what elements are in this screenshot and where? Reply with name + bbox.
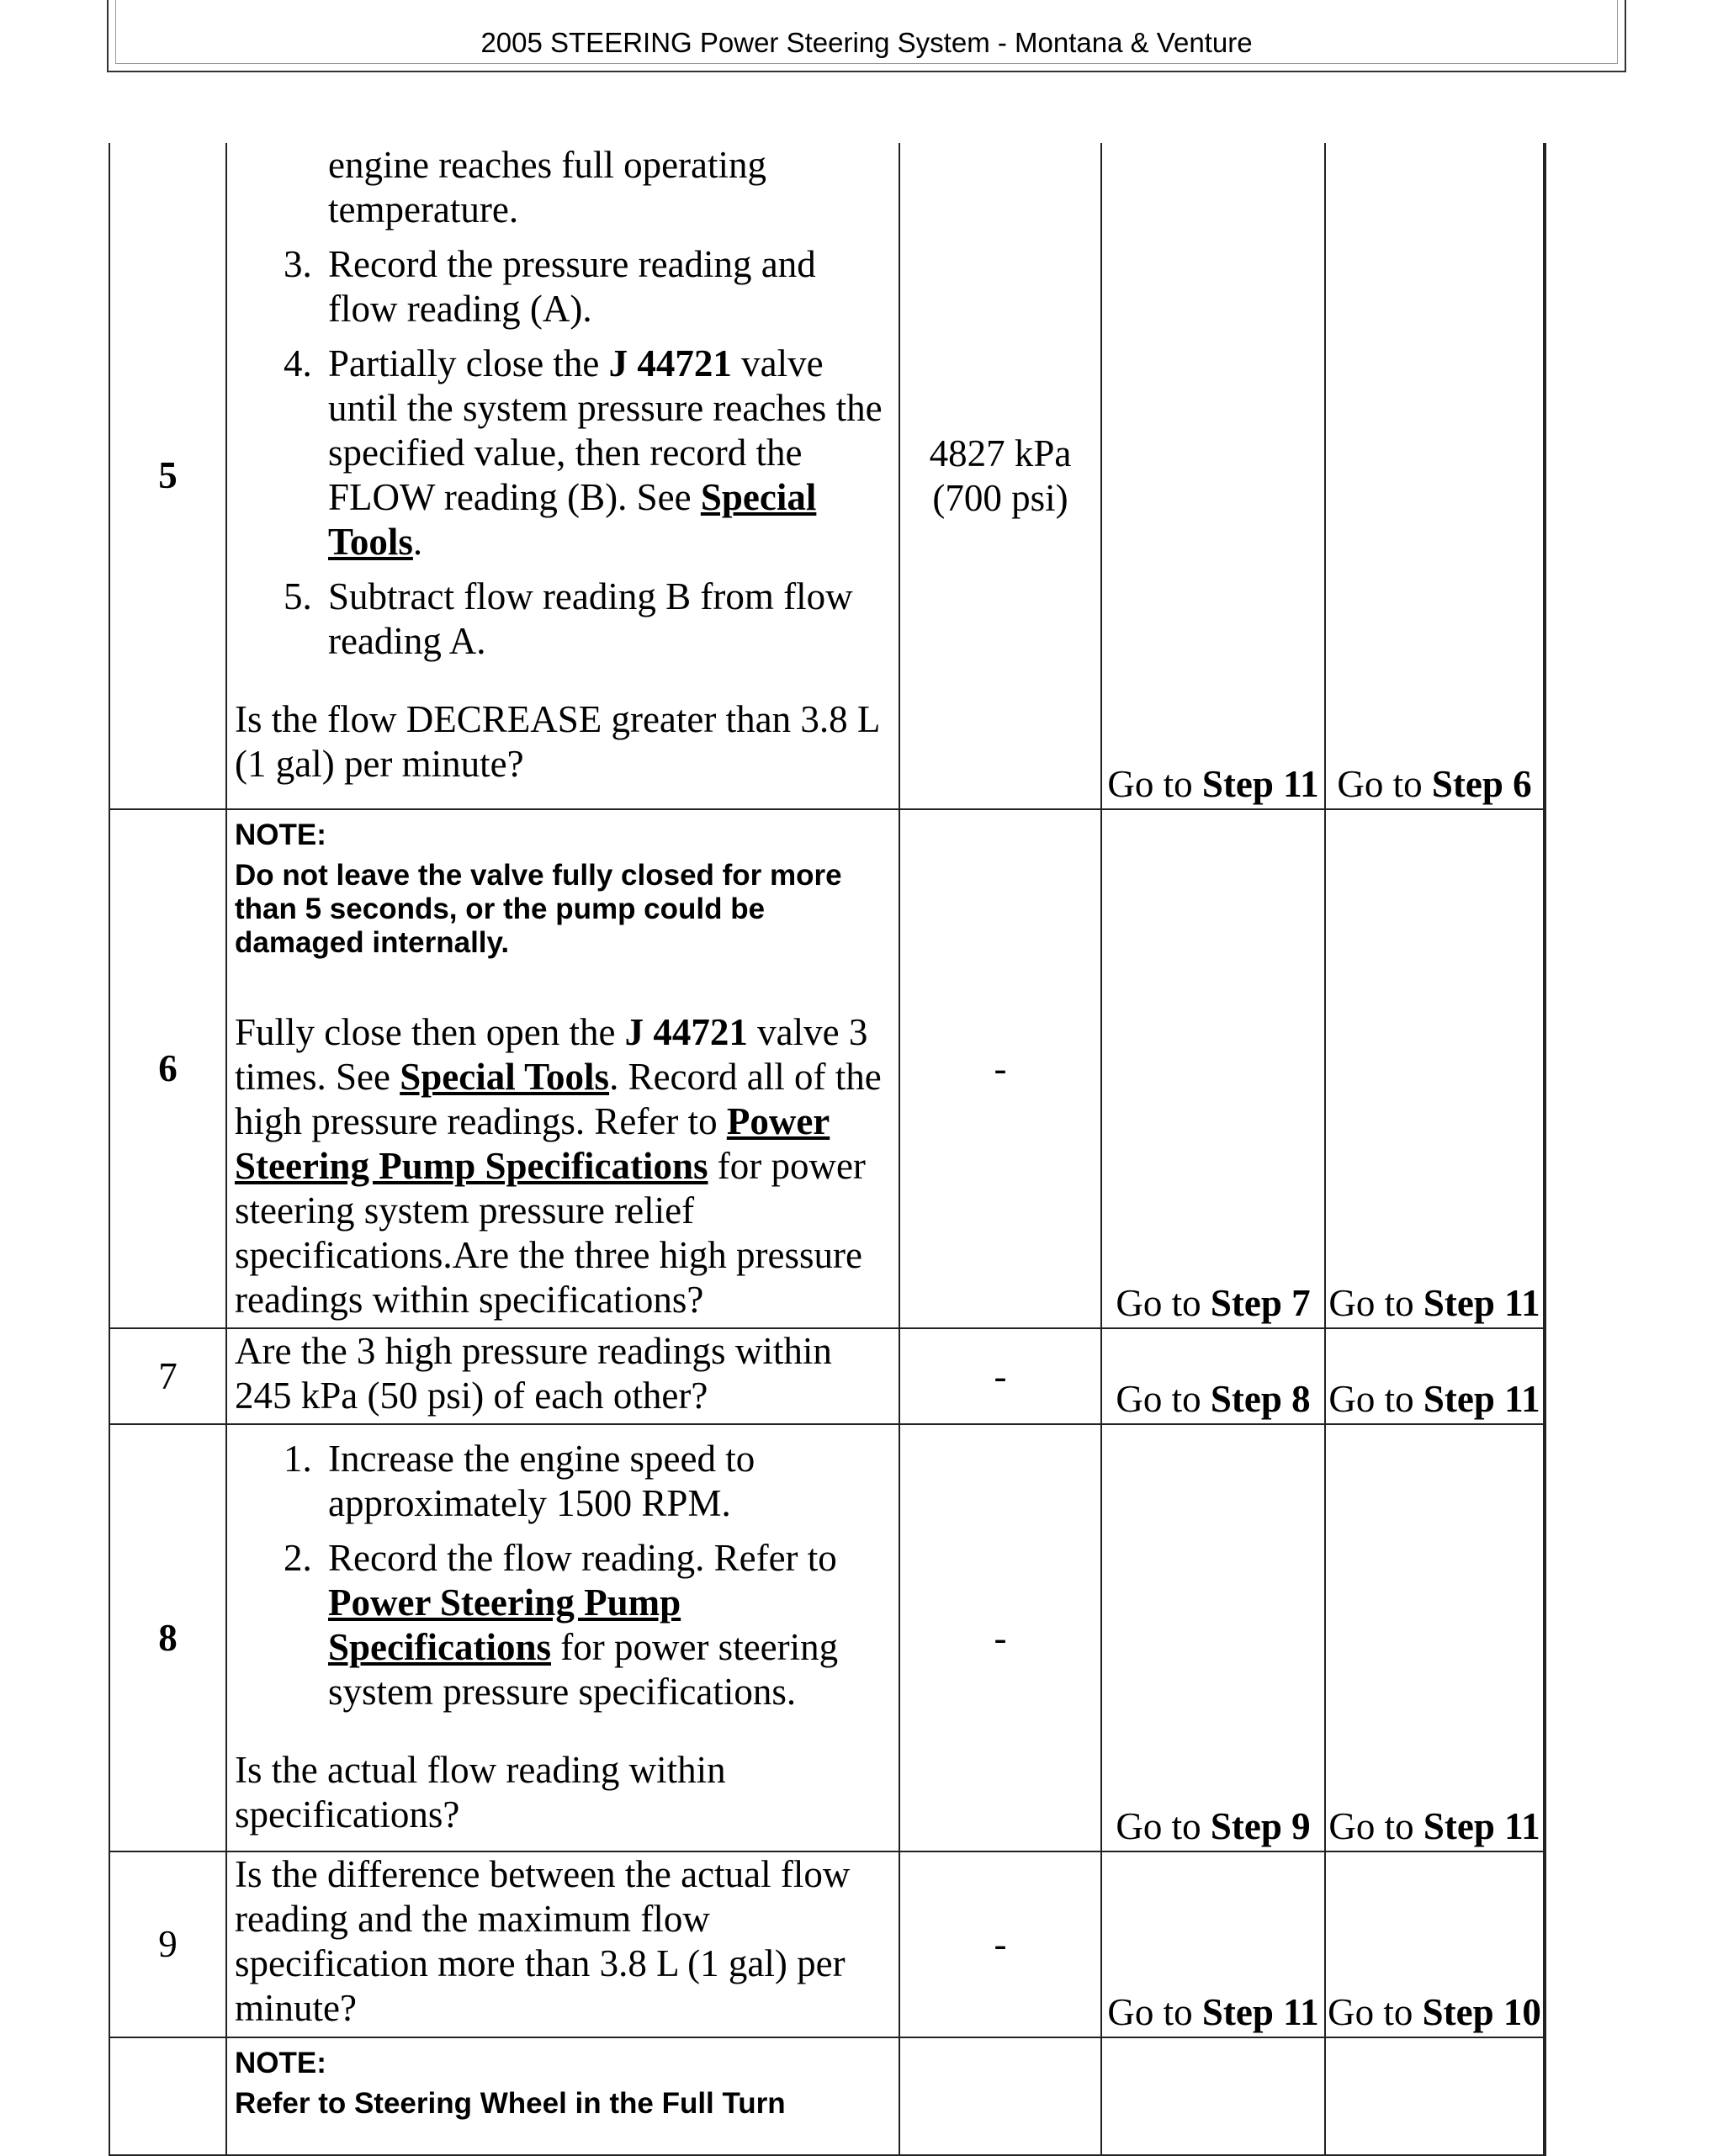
action-list <box>235 1437 893 1714</box>
value-cell: - <box>899 809 1101 1328</box>
page-header <box>107 0 1626 72</box>
pump-specifications-link[interactable]: Power Steering Pump Specifications <box>328 1581 681 1668</box>
step-number: 7 <box>109 1328 226 1424</box>
yes-cell: Go to Step 8 <box>1101 1328 1325 1424</box>
go-to-step-link[interactable]: Step 11 <box>1423 1805 1540 1847</box>
question-text: Are the 3 high pressure readings within 245 kPa (50 psi) of each other? <box>235 1330 832 1417</box>
question-text: Is the actual flow reading within specifications? <box>235 1749 726 1836</box>
no-cell: Go to Step 10 <box>1325 1851 1545 2037</box>
go-to-step-link[interactable]: Step 7 <box>1210 1282 1311 1324</box>
value-cell <box>899 2037 1101 2155</box>
no-cell: Go to Step 11 <box>1325 1424 1545 1851</box>
list-item: 3. Record the pressure reading and flow reading (A). <box>321 242 893 331</box>
go-to-step-link[interactable]: Step 9 <box>1210 1805 1311 1847</box>
yes-cell: Go to Step 7 <box>1101 809 1325 1328</box>
page-header-inner <box>115 0 1618 64</box>
table-row <box>109 809 1545 1328</box>
value-cell: - <box>899 1851 1101 2037</box>
go-to-step-link[interactable]: Step 6 <box>1431 763 1532 805</box>
no-cell: Go to Step 11 <box>1325 809 1545 1328</box>
go-to-step-link[interactable]: Step 10 <box>1422 1991 1541 2033</box>
no-cell: Go to Step 11 <box>1325 1328 1545 1424</box>
list-item: 2. Record the flow reading. Refer to Power Steering Pump Specifications for power steering system pressure specifications. <box>321 1536 893 1714</box>
page-title: 2005 STEERING Power Steering System - Montana & Venture <box>480 27 1253 58</box>
table-row <box>109 143 1545 809</box>
note-label: NOTE: <box>235 2047 326 2079</box>
no-cell <box>1325 2037 1545 2155</box>
question-text: Is the difference between the actual flow reading and the maximum flow specification more than 3.8 L (1 gal) per minute? <box>235 1853 851 2029</box>
step-number: 5 <box>109 143 226 809</box>
step-number: 6 <box>109 809 226 1328</box>
action-text: Fully close then open the J 44721 valve 3 times. See Special Tools. Record all of the high pressure readings. Refer to Power Steering Pump Specifications for power steering system pressure relief specifications.Are the three high pressure readings within specifications? <box>235 1011 882 1321</box>
value-cell: 4827 kPa (700 psi) <box>899 143 1101 809</box>
list-item: 5. Subtract flow reading B from flow reading A. <box>321 575 893 664</box>
table-row <box>109 1424 1545 1851</box>
action-cell <box>226 2037 899 2155</box>
diagnostic-table <box>109 143 1546 2156</box>
tool-number: J 44721 <box>608 342 732 384</box>
list-item: 4. Partially close the J 44721 valve until the system pressure reaches the specified value, then record the FLOW reading (B). See Special Tools. <box>321 342 893 564</box>
go-to-step-link[interactable]: Step 11 <box>1423 1282 1540 1324</box>
step-number: 8 <box>109 1424 226 1851</box>
go-to-step-link[interactable]: Step 11 <box>1201 763 1319 805</box>
action-cell <box>226 1424 899 1851</box>
action-cell <box>226 1328 899 1424</box>
yes-cell: Go to Step 11 <box>1101 1851 1325 2037</box>
pump-specifications-link[interactable]: Power Steering Pump Specifications <box>235 1100 830 1187</box>
special-tools-link[interactable]: Special Tools <box>400 1056 610 1098</box>
action-cell <box>226 809 899 1328</box>
note-text: Do not leave the valve fully closed for more than 5 seconds, or the pump could be damaged internally. <box>235 859 842 959</box>
action-cell <box>226 1851 899 2037</box>
yes-cell <box>1101 2037 1325 2155</box>
go-to-step-link[interactable]: Step 11 <box>1201 1991 1319 2033</box>
list-item: 1. Increase the engine speed to approximately 1500 RPM. <box>321 1437 893 1526</box>
tool-number: J 44721 <box>624 1011 748 1053</box>
no-cell: Go to Step 6 <box>1325 143 1545 809</box>
table-row <box>109 1851 1545 2037</box>
value-cell: - <box>899 1424 1101 1851</box>
question-text: Is the flow DECREASE greater than 3.8 L (1 gal) per minute? <box>235 698 879 785</box>
go-to-step-link[interactable]: Step 11 <box>1423 1378 1540 1420</box>
action-cell <box>226 143 899 809</box>
go-to-step-link[interactable]: Step 8 <box>1210 1378 1311 1420</box>
step-number: 9 <box>109 1851 226 2037</box>
yes-cell: Go to Step 11 <box>1101 143 1325 809</box>
step-number <box>109 2037 226 2155</box>
value-cell: - <box>899 1328 1101 1424</box>
yes-cell: Go to Step 9 <box>1101 1424 1325 1851</box>
note-label: NOTE: <box>235 818 326 851</box>
list-item: engine reaches full operating temperature. <box>328 144 767 230</box>
action-list <box>235 143 893 664</box>
note-text: Refer to Steering Wheel in the Full Turn <box>235 2087 786 2120</box>
table-row <box>109 2037 1545 2155</box>
special-tools-link[interactable]: Special Tools <box>328 476 817 563</box>
table-row <box>109 1328 1545 1424</box>
